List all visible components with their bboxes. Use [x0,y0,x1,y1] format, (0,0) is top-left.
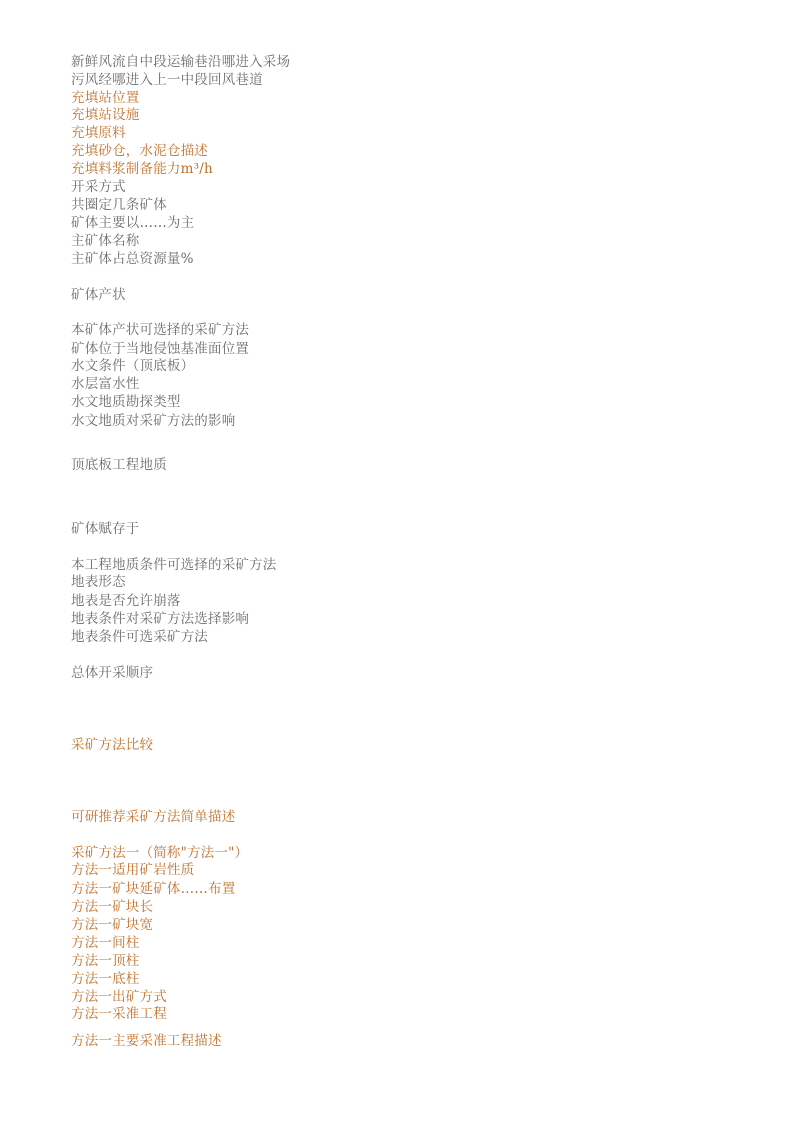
text-line: 水文条件（顶底板） [71,358,195,374]
text-line: 方法一主要采准工程描述 [71,1033,222,1049]
text-line: 开采方式 [71,179,126,195]
text-line: 地表形态 [71,574,126,590]
text-line: 方法一顶柱 [71,953,140,969]
text-line: 方法一矿块延矿体……布置 [71,881,236,897]
text-line: 本矿体产状可选择的采矿方法 [71,322,250,338]
text-line: 方法一间柱 [71,935,140,951]
text-line: 污风经哪进入上一中段回风巷道 [71,72,263,88]
text-line: 采矿方法比较 [71,737,154,753]
text-line: 充填站设施 [71,107,140,123]
text-line: 水文地质勘探类型 [71,394,181,410]
text-line: 可研推荐采矿方法简单描述 [71,809,236,825]
text-line: 充填原料 [71,125,126,141]
text-line: 主矿体占总资源量% [71,251,194,267]
text-line: 方法一适用矿岩性质 [71,862,195,878]
text-line: 方法一出矿方式 [71,989,167,1005]
text-line: 本工程地质条件可选择的采矿方法 [71,557,277,573]
text-line: 新鲜风流自中段运输巷沿哪进入采场 [71,54,291,70]
text-line: 矿体产状 [71,287,126,303]
text-line: 共圈定几条矿体 [71,197,167,213]
text-line: 采矿方法一（简称"方法一"） [71,845,249,861]
text-line: 方法一矿块长 [71,899,154,915]
text-line: 方法一矿块宽 [71,917,154,933]
text-line: 充填料浆制备能力m³/h [71,161,213,177]
text-line: 地表条件对采矿方法选择影响 [71,611,250,627]
text-line: 地表是否允许崩落 [71,593,181,609]
text-line: 顶底板工程地质 [71,457,167,473]
text-line: 主矿体名称 [71,233,140,249]
text-line: 方法一底柱 [71,971,140,987]
text-line: 地表条件可选采矿方法 [71,629,208,645]
text-line: 矿体主要以……为主 [71,215,195,231]
text-line: 矿体赋存于 [71,521,140,537]
text-line: 充填站位置 [71,90,140,106]
text-line: 方法一采准工程 [71,1006,167,1022]
text-line: 充填砂仓，水泥仓描述 [71,143,208,159]
text-line: 水层富水性 [71,376,140,392]
text-line: 水文地质对采矿方法的影响 [71,413,236,429]
text-line: 总体开采顺序 [71,665,154,681]
text-line: 矿体位于当地侵蚀基准面位置 [71,341,250,357]
